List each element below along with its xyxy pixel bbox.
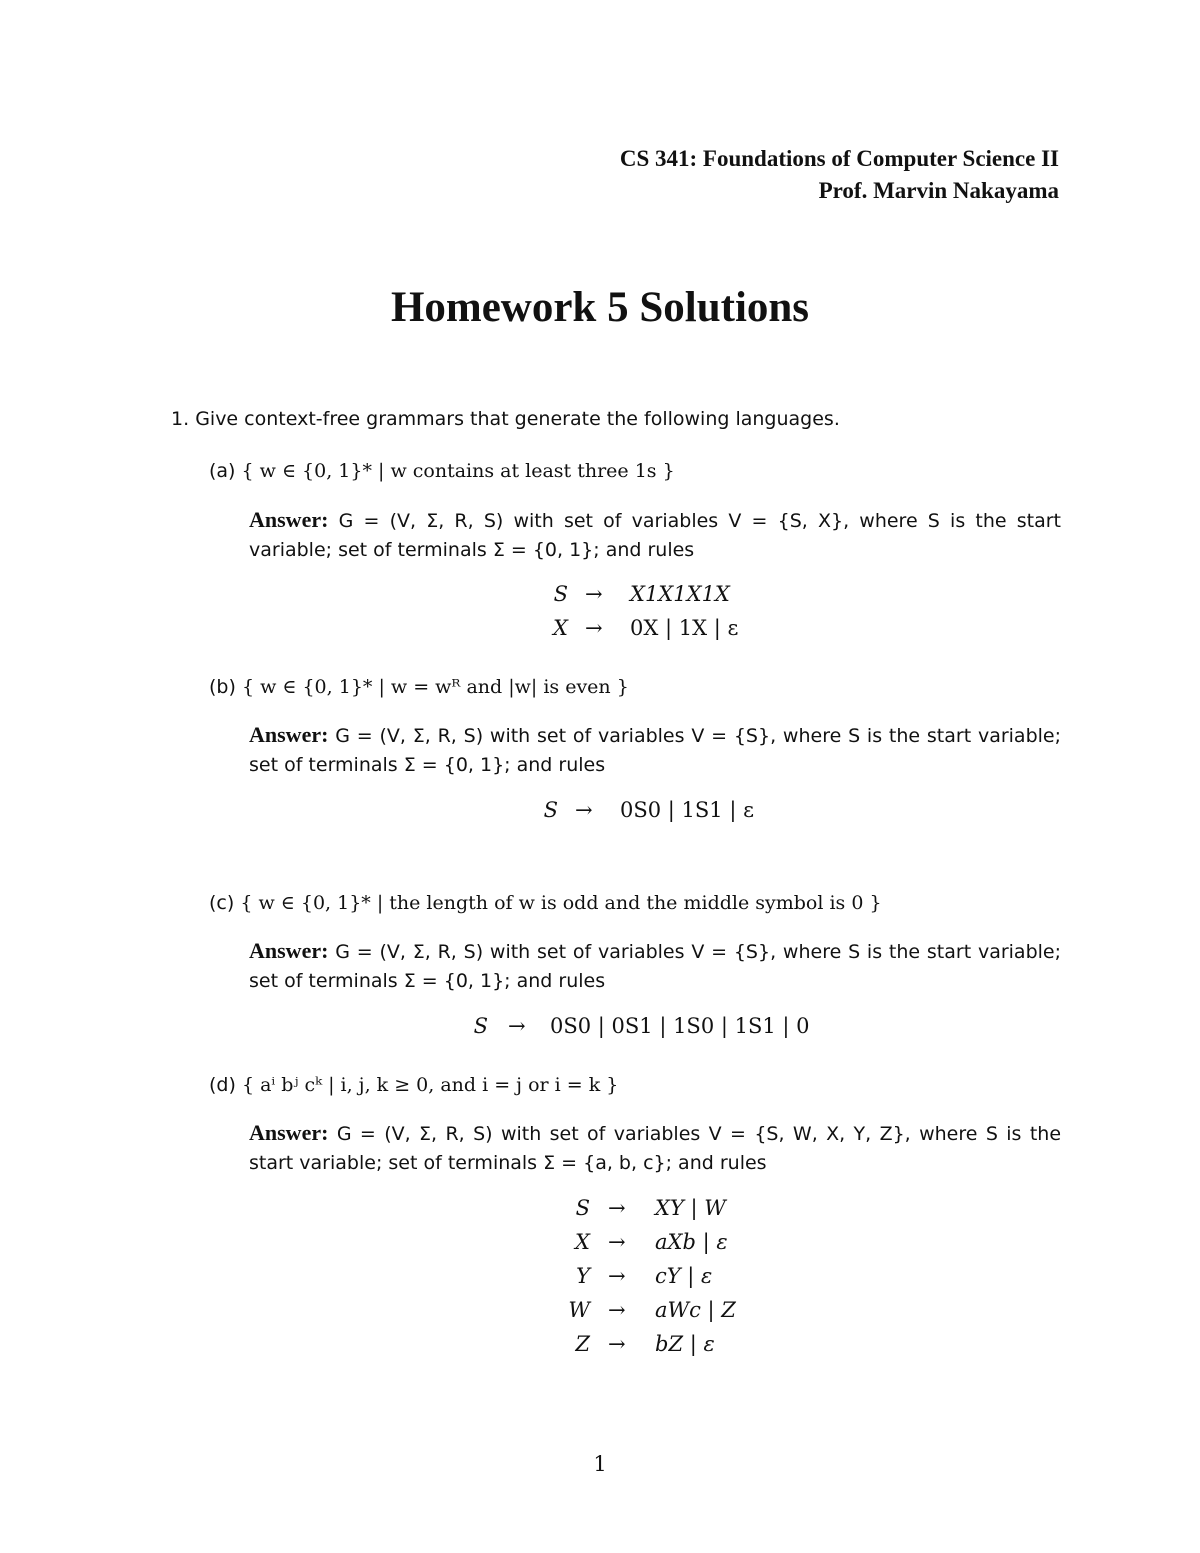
part-b-rules	[0, 798, 1200, 832]
rule-arrow: →	[585, 582, 603, 606]
rule-rhs: aXb | ε	[655, 1230, 728, 1254]
part-label: (c)	[209, 892, 235, 914]
rule-lhs: X	[553, 616, 568, 640]
part-c-language	[209, 892, 882, 914]
rule-rhs: cY | ε	[655, 1264, 713, 1288]
part-a-rules	[0, 582, 1200, 650]
rule-row	[0, 1264, 1200, 1298]
answer-label: Answer:	[249, 938, 329, 963]
rule-arrow: →	[608, 1298, 626, 1322]
rule-rhs: bZ | ε	[655, 1332, 715, 1356]
problem-prompt	[171, 408, 840, 430]
part-d-answer	[249, 1118, 1061, 1178]
rule-lhs: S	[575, 1196, 590, 1220]
part-a-language	[209, 460, 675, 482]
rule-lhs: S	[543, 798, 558, 822]
course-header	[620, 143, 1059, 207]
rule-rhs: 0S0 | 1S1 | ε	[620, 798, 754, 822]
part-b-answer	[249, 720, 1061, 780]
rule-lhs: Y	[576, 1264, 590, 1288]
part-c-rules	[0, 1014, 1200, 1048]
rule-rhs: aWc | Z	[655, 1298, 736, 1322]
rule-arrow: →	[575, 798, 593, 822]
part-d-rules	[0, 1196, 1200, 1366]
rule-arrow: →	[608, 1196, 626, 1220]
rule-lhs: Z	[575, 1332, 590, 1356]
answer-label: Answer:	[249, 1120, 329, 1145]
part-d-language	[209, 1074, 618, 1096]
rule-lhs: X	[575, 1230, 590, 1254]
rule-row	[0, 798, 1200, 832]
rule-row	[0, 1298, 1200, 1332]
rule-rhs: 0S0 | 0S1 | 1S0 | 1S1 | 0	[550, 1014, 810, 1038]
page-title: Homework 5 Solutions	[390, 284, 810, 331]
rule-rhs: XY | W	[655, 1196, 726, 1220]
part-a-answer	[249, 505, 1061, 565]
rule-row	[0, 582, 1200, 616]
language-definition: { w ∈ {0, 1}* | w = wᴿ and |w| is even }	[241, 676, 629, 698]
page-number: 1	[593, 1452, 607, 1476]
answer-text: G = (V, Σ, R, S) with set of variables V = {S}, where S is the start variable; set of terminals Σ = {0, 1}; and rules	[249, 941, 1062, 992]
rule-row	[0, 1196, 1200, 1230]
rule-arrow: →	[508, 1014, 526, 1038]
rule-lhs: S	[553, 582, 568, 606]
rule-row	[0, 1014, 1200, 1048]
part-label: (b)	[209, 676, 236, 698]
rule-arrow: →	[608, 1332, 626, 1356]
answer-text: G = (V, Σ, R, S) with set of variables V = {S, X}, where S is the start variable; set of terminals Σ = {0, 1}; and rules	[249, 510, 1061, 561]
language-definition: { aⁱ bʲ cᵏ | i, j, k ≥ 0, and i = j or i = k }	[241, 1074, 619, 1096]
language-definition: { w ∈ {0, 1}* | w contains at least three 1s }	[241, 460, 675, 482]
answer-text: G = (V, Σ, R, S) with set of variables V = {S, W, X, Y, Z}, where S is the start variable; set of terminals Σ = {a, b, c}; and rules	[249, 1123, 1062, 1174]
rule-lhs: S	[473, 1014, 488, 1038]
rule-arrow: →	[608, 1264, 626, 1288]
rule-row	[0, 1332, 1200, 1366]
course-title: CS 341: Foundations of Computer Science II	[619, 146, 1059, 171]
problem-text: Give context-free grammars that generate the following languages.	[195, 408, 840, 430]
rule-row	[0, 1230, 1200, 1264]
part-label: (d)	[209, 1074, 236, 1096]
answer-label: Answer:	[249, 507, 329, 532]
part-c-answer	[249, 936, 1061, 996]
part-b-language	[209, 676, 629, 698]
rule-rhs: 0X | 1X | ε	[630, 616, 739, 640]
rule-arrow: →	[585, 616, 603, 640]
language-definition: { w ∈ {0, 1}* | the length of w is odd and the middle symbol is 0 }	[240, 892, 882, 914]
answer-label: Answer:	[249, 722, 329, 747]
rule-arrow: →	[608, 1230, 626, 1254]
rule-lhs: W	[568, 1298, 590, 1322]
answer-text: G = (V, Σ, R, S) with set of variables V = {S}, where S is the start variable; set of terminals Σ = {0, 1}; and rules	[249, 725, 1062, 776]
rule-rhs: X1X1X1X	[630, 582, 730, 606]
instructor-name: Prof. Marvin Nakayama	[818, 178, 1059, 203]
part-label: (a)	[209, 460, 236, 482]
rule-row	[0, 616, 1200, 650]
problem-number: 1.	[171, 408, 190, 430]
